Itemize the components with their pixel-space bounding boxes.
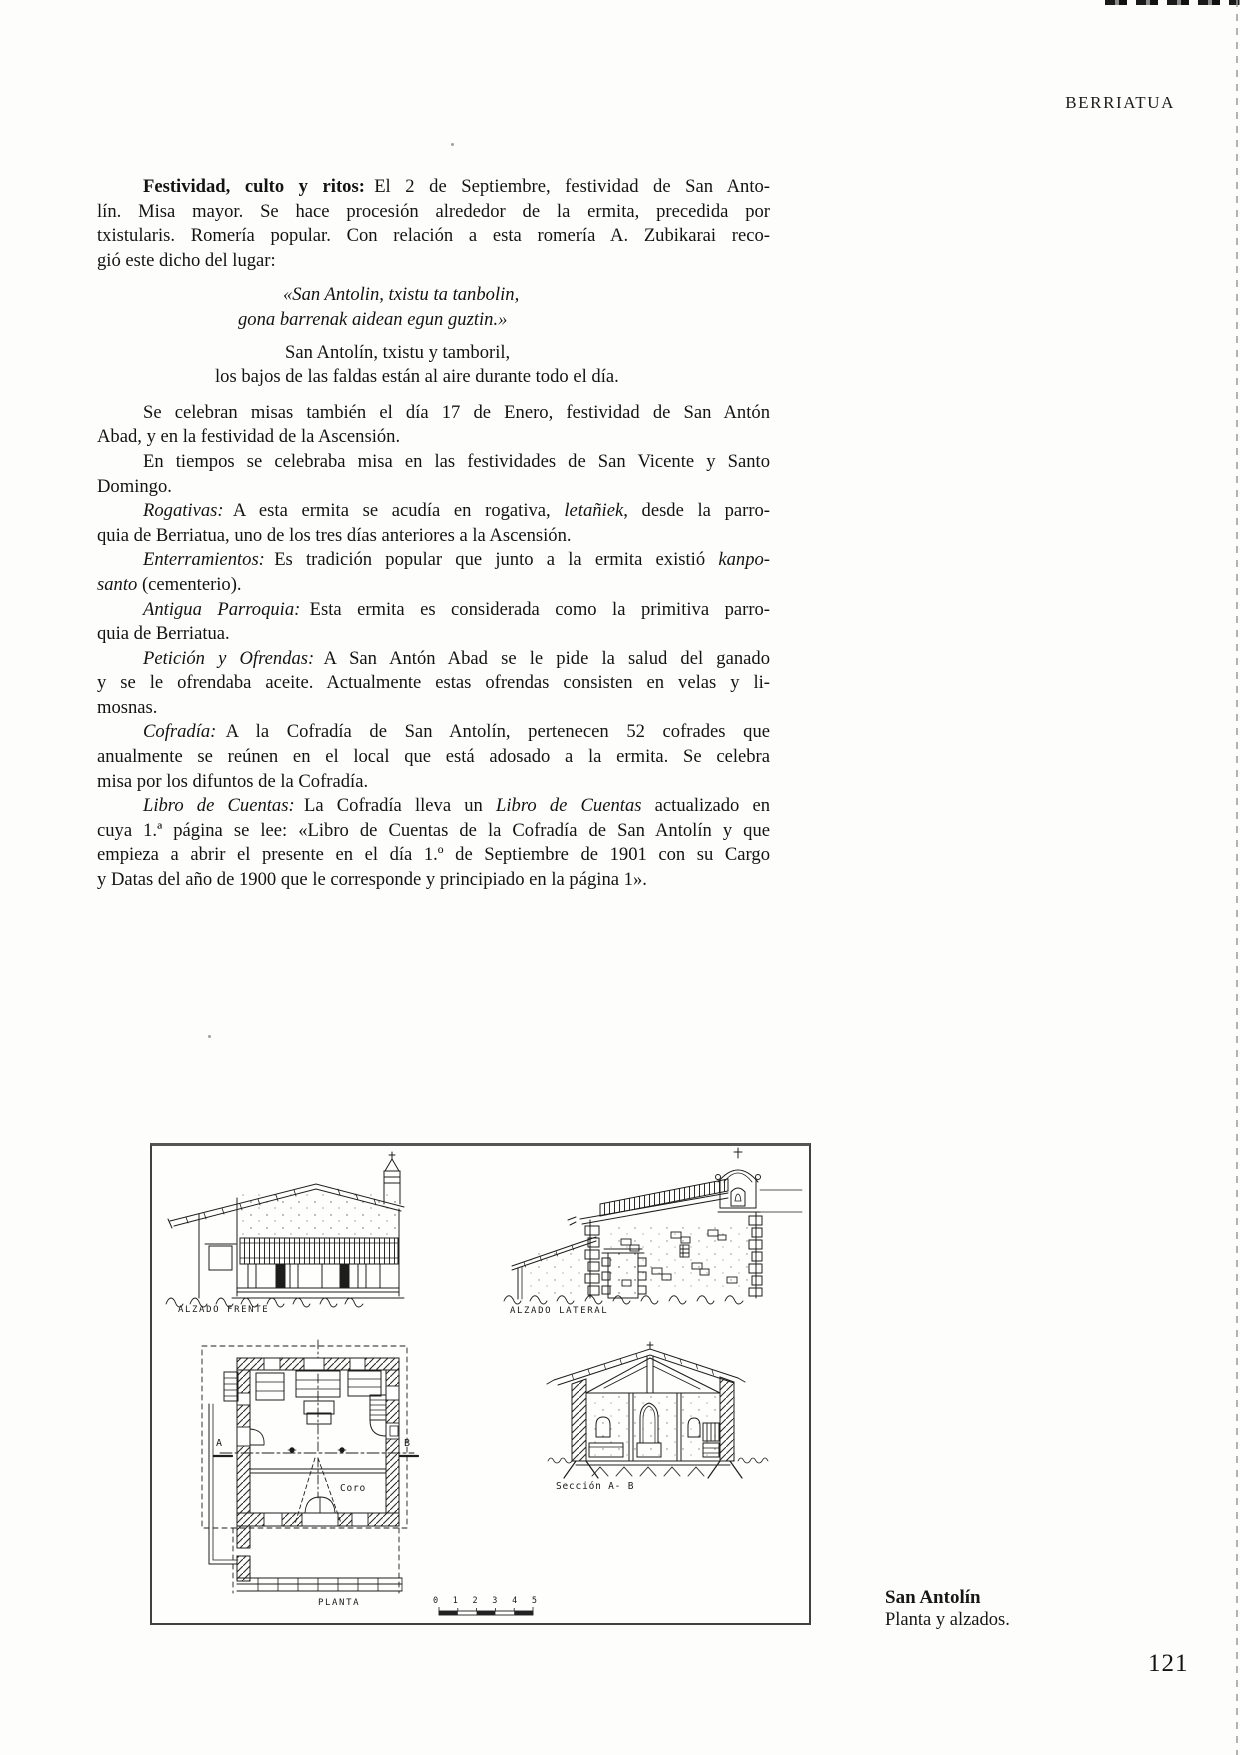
paragraph <box>97 794 770 892</box>
scale-tick: 5 <box>531 1596 537 1606</box>
text-line: misa por los difuntos de la Cofradía. <box>97 770 369 792</box>
body-text-column <box>97 175 770 893</box>
paragraph <box>97 499 770 548</box>
scale-tick: 0 <box>433 1596 439 1606</box>
figure-caption-subtitle: Planta y alzados. <box>885 1610 1010 1630</box>
figure-box-san-antolin-drawings <box>150 1143 811 1625</box>
text-line: los bajos de las faldas están al aire durante todo el día. <box>215 366 619 388</box>
text-line: Libro de Cuentas: La Cofradía lleva un Libro de Cuentas actualizado en <box>143 795 771 817</box>
paragraph <box>97 283 770 332</box>
text-line: txistularis. Romería popular. Con relación a esta romería A. Zubikarai reco- <box>97 225 770 247</box>
scale-tick-numbers <box>433 1596 537 1606</box>
paragraph <box>97 175 770 273</box>
label-alzado-lateral: ALZADO LATERAL <box>510 1306 609 1316</box>
scan-speck <box>451 143 454 146</box>
side-elevation-drawing <box>504 1148 802 1304</box>
text-line: lín. Misa mayor. Se hace procesión alrededor de la ermita, precedida por <box>97 200 770 222</box>
paragraph <box>97 450 770 499</box>
paragraph <box>97 720 770 794</box>
label-alzado-frente: ALZADO FRENTE <box>178 1305 270 1315</box>
figure-caption <box>885 1587 1010 1631</box>
scan-speck <box>208 1035 211 1038</box>
label-seccion: Sección A- B <box>556 1481 635 1492</box>
paragraph <box>97 598 770 647</box>
text-line: gona barrenak aidean egun guztin.» <box>238 308 508 330</box>
text-line: Rogativas: A esta ermita se acudía en rogativa, letañiek, desde la parro- <box>143 500 770 522</box>
text-line: Se celebran misas también el día 17 de Enero, festividad de San Antón <box>143 401 770 423</box>
section-drawing <box>547 1342 768 1478</box>
text-line: Cofradía: A la Cofradía de San Antolín, pertenecen 52 cofrades que <box>143 721 770 743</box>
architectural-drawing <box>152 1146 809 1623</box>
scale-tick: 4 <box>512 1596 518 1606</box>
front-elevation-drawing <box>166 1152 404 1307</box>
section-marker-a: A <box>216 1438 223 1449</box>
text-line: mosnas. <box>97 696 158 718</box>
label-planta: PLANTA <box>318 1598 361 1608</box>
text-line: Abad, y en la festividad de la Ascensión. <box>97 426 401 448</box>
text-line: «San Antolin, txistu ta tanbolin, <box>283 284 520 306</box>
text-line: quia de Berriatua, uno de los tres días anteriores a la Ascensión. <box>97 524 572 546</box>
text-line: Antigua Parroquia: Esta ermita es considerada como la primitiva parro- <box>143 598 770 620</box>
text-line: anualmente se reúnen en el local que está adosado a la ermita. Se celebra <box>97 746 770 768</box>
scale-tick: 1 <box>452 1596 458 1606</box>
paragraph <box>97 401 770 450</box>
text-line: Enterramientos: Es tradición popular que junto a la ermita existió kanpo- <box>143 549 770 571</box>
text-line: cuya 1.ª página se lee: «Libro de Cuentas de la Cofradía de San Antolín y que <box>97 819 770 841</box>
text-line: quia de Berriatua. <box>97 623 230 645</box>
floor-plan-drawing <box>202 1340 418 1593</box>
text-line: empieza a abrir el presente en el día 1.º de Septiembre de 1901 con su Cargo <box>97 844 770 866</box>
text-line: gió este dicho del lugar: <box>97 249 276 271</box>
text-line: En tiempos se celebraba misa en las festividades de San Vicente y Santo <box>143 450 770 472</box>
text-line: y se le ofrendaba aceite. Actualmente estas ofrendas consisten en velas y li- <box>97 672 770 694</box>
paragraph <box>97 647 770 721</box>
running-header: BERRIATUA <box>1065 93 1175 112</box>
text-line: santo (cementerio). <box>97 573 242 595</box>
text-line: Festividad, culto y ritos: El 2 de Septiembre, festividad de San Anto- <box>143 176 770 197</box>
section-marker-b: B <box>404 1438 411 1449</box>
scale-tick: 3 <box>492 1596 498 1606</box>
text-line: y Datas del año de 1900 que le corresponde y principiado en la página 1». <box>97 869 647 891</box>
scan-edge-artifact-top <box>1105 0 1240 5</box>
label-coro: Coro <box>340 1483 367 1494</box>
text-line: Petición y Ofrendas: A San Antón Abad se le pide la salud del ganado <box>143 647 770 669</box>
text-line: Domingo. <box>97 475 172 497</box>
figure-caption-title: San Antolín <box>885 1587 981 1608</box>
page-number: 121 <box>1148 1650 1189 1677</box>
text-line: San Antolín, txistu y tamboril, <box>285 341 511 363</box>
paragraph <box>97 341 770 390</box>
scale-tick: 2 <box>472 1596 478 1606</box>
scale-bar <box>439 1607 533 1615</box>
scan-edge-artifact-right <box>1236 0 1238 1755</box>
paragraph <box>97 548 770 597</box>
